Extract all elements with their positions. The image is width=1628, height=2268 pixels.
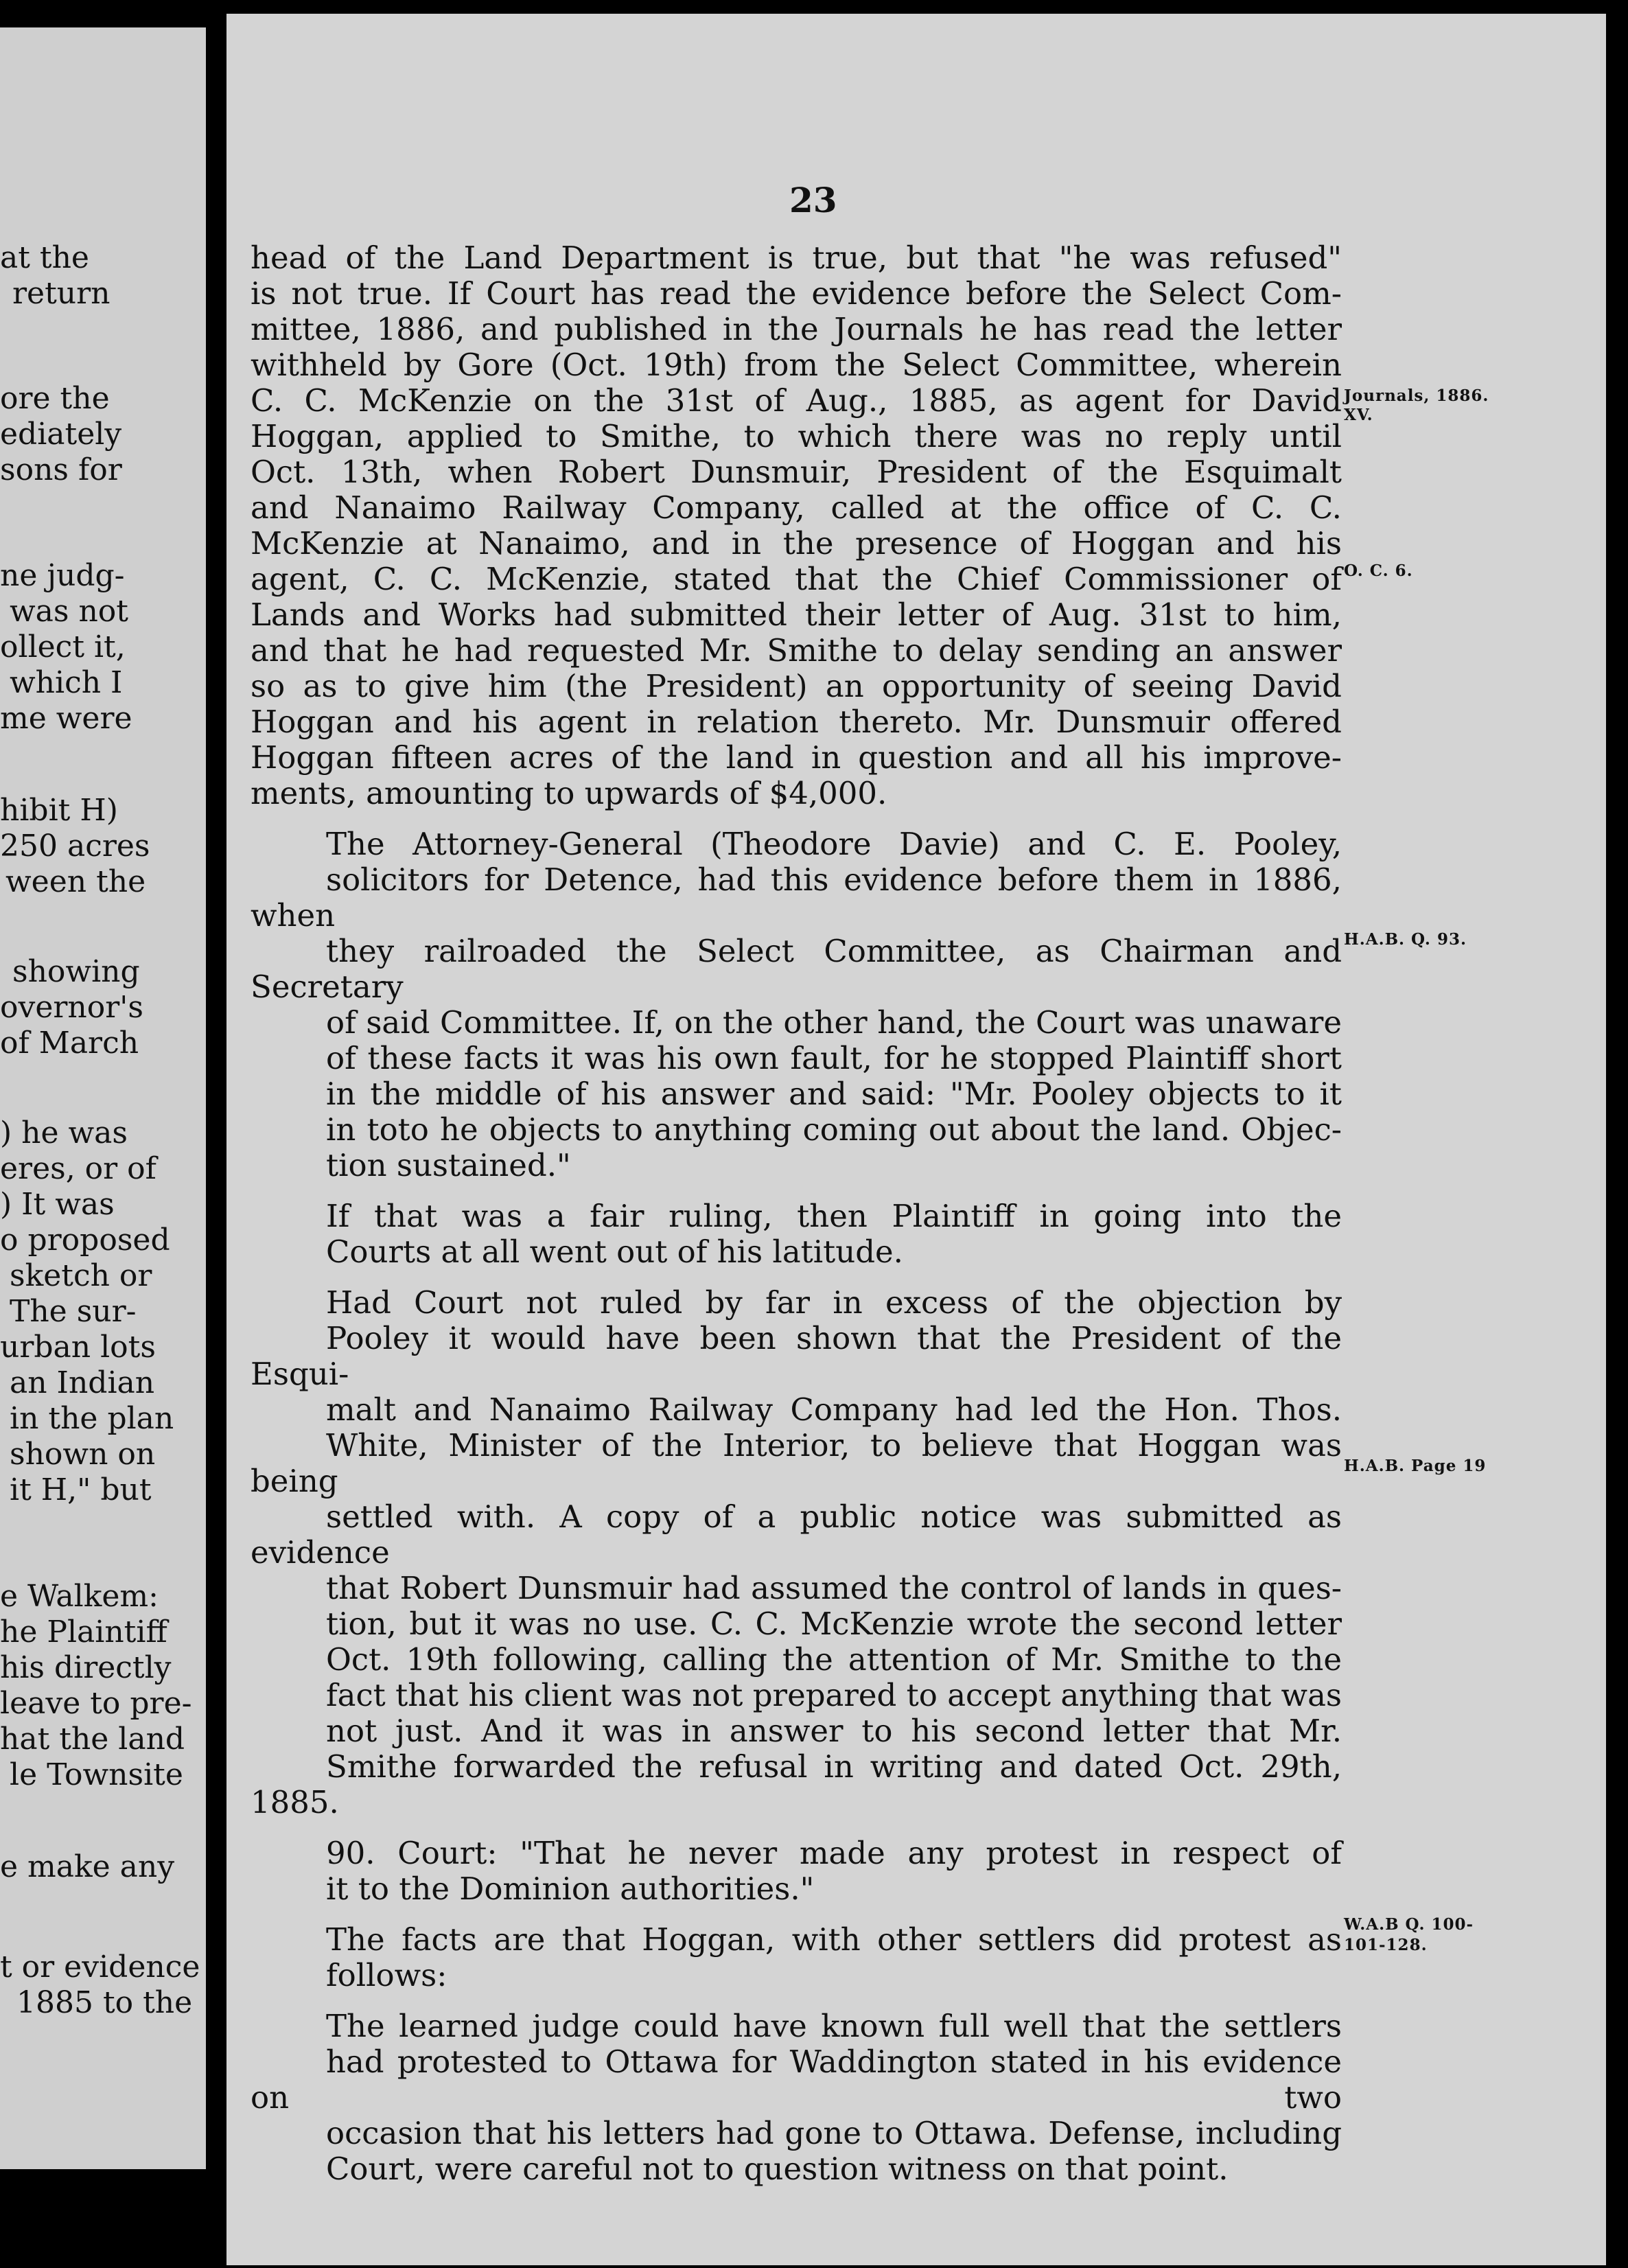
text-line: in the middle of his answer and said: "Mr. Pooley objects to it <box>326 1076 1342 1112</box>
text-line: in toto he objects to anything coming out about the land. Objec- <box>326 1111 1342 1148</box>
text-line: If that was a fair ruling, then Plaintiff in going into the <box>326 1198 1342 1234</box>
text-line: 90. Court: "That he never made any protest in respect of <box>326 1835 1342 1871</box>
text-line: White, Minister of the Interior, to believe that Hoggan was being <box>251 1427 1342 1499</box>
left-fragment-line: The sur- <box>10 1294 137 1329</box>
text-line: occasion that his letters had gone to Ottawa. Defense, including <box>326 2115 1342 2151</box>
text-line: of said Committee. If, on the other hand, the Court was unaware <box>326 1004 1342 1041</box>
text-line: of these facts it was his own fault, for he stopped Plaintiff short <box>326 1040 1342 1076</box>
paragraph <box>251 1199 1342 1270</box>
left-fragment-line: return <box>12 276 111 311</box>
text-line: had protested to Ottawa for Waddington stated in his evidence on two <box>251 2044 1342 2116</box>
left-fragment-line: overnor's <box>0 990 143 1025</box>
text-line: agent, C. C. McKenzie, stated that the Chief Commissioner of <box>251 561 1342 597</box>
paragraph <box>251 1836 1342 1907</box>
left-fragment-line: e Walkem: <box>0 1579 159 1614</box>
paragraph <box>251 1922 1342 1993</box>
margin-note: XV. <box>1344 406 1373 424</box>
margin-note: H.A.B. Page 19 <box>1344 1457 1487 1475</box>
left-fragment-line: leave to pre- <box>0 1686 192 1721</box>
left-fragment-line: his directly <box>0 1650 172 1685</box>
margin-note: Journals, 1886. <box>1344 386 1489 405</box>
left-fragment-line: of March <box>0 1026 139 1061</box>
text-line: Oct. 13th, when Robert Dunsmuir, President of the Esquimalt <box>251 454 1342 490</box>
margin-note: H.A.B. Q. 93. <box>1344 930 1467 949</box>
left-fragment-line: sons for <box>0 452 122 487</box>
text-line: Hoggan fifteen acres of the land in question and all his improve- <box>251 739 1342 776</box>
margin-note: 101-128. <box>1344 1936 1428 1954</box>
paragraph <box>251 2009 1342 2187</box>
text-line: solicitors for Detence, had this evidence before them in 1886, when <box>251 861 1342 934</box>
left-fragment-line: an Indian <box>10 1365 155 1400</box>
paragraph <box>251 240 1342 811</box>
left-fragment-line: 1885 to the <box>16 1985 193 2020</box>
text-line: mittee, 1886, and published in the Journals he has read the letter <box>251 311 1342 347</box>
text-line: not just. And it was in answer to his second letter that Mr. <box>326 1713 1342 1749</box>
left-fragment-line: 250 acres <box>0 829 150 864</box>
left-fragment-line: showing <box>12 954 140 989</box>
text-line: settled with. A copy of a public notice was submitted as evidence <box>251 1498 1342 1571</box>
text-line: C. C. McKenzie on the 31st of Aug., 1885, as agent for David <box>251 382 1342 419</box>
margin-note: W.A.B Q. 100- <box>1344 1915 1474 1934</box>
left-fragment-line: hat the land <box>0 1722 185 1757</box>
text-line: follows: <box>326 1957 447 1993</box>
left-fragment-line: he Plaintiff <box>0 1615 167 1650</box>
body-text <box>251 240 1342 2202</box>
text-line: Courts at all went out of his latitude. <box>326 1234 903 1270</box>
paragraph <box>251 826 1342 1183</box>
text-line: The facts are that Hoggan, with other settlers did protest as <box>326 1921 1342 1958</box>
left-fragment-line: sketch or <box>10 1258 152 1293</box>
left-fragment-line: in the plan <box>10 1401 174 1436</box>
left-fragment-line: t or evidence <box>0 1949 200 1984</box>
text-line: Hoggan, applied to Smithe, to which there was no reply until <box>251 418 1342 454</box>
text-line: head of the Land Department is true, but that "he was refused" <box>251 240 1342 276</box>
text-line: Court, were careful not to question witness on that point. <box>326 2151 1229 2187</box>
text-line: malt and Nanaimo Railway Company had led the Hon. Thos. <box>326 1391 1342 1428</box>
left-fragment-line: ne judg- <box>0 558 125 593</box>
left-fragment-line: eres, or of <box>0 1151 156 1186</box>
left-fragment-line: shown on <box>10 1437 156 1472</box>
text-line: that Robert Dunsmuir had assumed the control of lands in ques- <box>326 1570 1342 1606</box>
left-fragment-line: e make any <box>0 1849 175 1884</box>
text-line: tion sustained." <box>326 1147 571 1183</box>
text-line: The Attorney-General (Theodore Davie) and C. E. Pooley, <box>326 826 1342 862</box>
text-line: withheld by Gore (Oct. 19th) from the Select Committee, wherein <box>251 347 1342 383</box>
left-fragment-line: it H," but <box>10 1472 152 1507</box>
text-line: is not true. If Court has read the evidence before the Select Com- <box>251 275 1342 312</box>
text-line: ments, amounting to upwards of $4,000. <box>251 775 887 811</box>
page-number: 23 <box>789 180 837 220</box>
text-line: they railroaded the Select Committee, as Chairman and Secretary <box>251 933 1342 1005</box>
left-page-fragment <box>0 27 206 2169</box>
text-line: tion, but it was no use. C. C. McKenzie wrote the second letter <box>326 1606 1342 1642</box>
left-fragment-line: ) he was <box>0 1115 128 1150</box>
text-line: and that he had requested Mr. Smithe to delay sending an answer <box>251 632 1342 669</box>
text-line: Oct. 19th following, calling the attention of Mr. Smithe to the <box>326 1641 1342 1678</box>
left-fragment-line: urban lots <box>0 1330 156 1365</box>
text-line: The learned judge could have known full well that the settlers <box>326 2008 1342 2044</box>
left-fragment-line: ween the <box>5 864 146 899</box>
text-line: Pooley it would have been shown that the President of the Esqui- <box>251 1320 1342 1392</box>
left-fragment-line: ediately <box>0 417 122 452</box>
text-line: so as to give him (the President) an opportunity of seeing David <box>251 668 1342 704</box>
text-line: Had Court not ruled by far in excess of the objection by <box>326 1284 1342 1321</box>
left-fragment-line: ollect it, <box>0 629 126 664</box>
text-line: Hoggan and his agent in relation thereto. Mr. Dunsmuir offered <box>251 704 1342 740</box>
left-fragment-line: hibit H) <box>0 793 118 828</box>
left-fragment-line: at the <box>0 240 89 275</box>
text-line: McKenzie at Nanaimo, and in the presence of Hoggan and his <box>251 525 1342 562</box>
paragraph <box>251 1285 1342 1820</box>
margin-note: O. C. 6. <box>1344 562 1413 580</box>
text-line: fact that his client was not prepared to accept anything that was <box>326 1677 1342 1713</box>
text-line: Smithe forwarded the refusal in writing and dated Oct. 29th, 1885. <box>251 1748 1342 1820</box>
text-line: it to the Dominion authorities." <box>326 1871 815 1907</box>
left-fragment-line: o proposed <box>0 1223 170 1258</box>
left-fragment-line: was not <box>10 594 128 629</box>
left-fragment-line: le Townsite <box>10 1757 183 1792</box>
left-fragment-line: me were <box>0 701 132 736</box>
left-fragment-line: ore the <box>0 381 110 416</box>
text-line: Lands and Works had submitted their letter of Aug. 31st to him, <box>251 597 1342 633</box>
left-fragment-line: ) It was <box>0 1187 115 1222</box>
text-line: and Nanaimo Railway Company, called at the office of C. C. <box>251 489 1342 526</box>
book-gutter <box>206 0 226 2268</box>
left-fragment-line: which I <box>10 665 123 700</box>
